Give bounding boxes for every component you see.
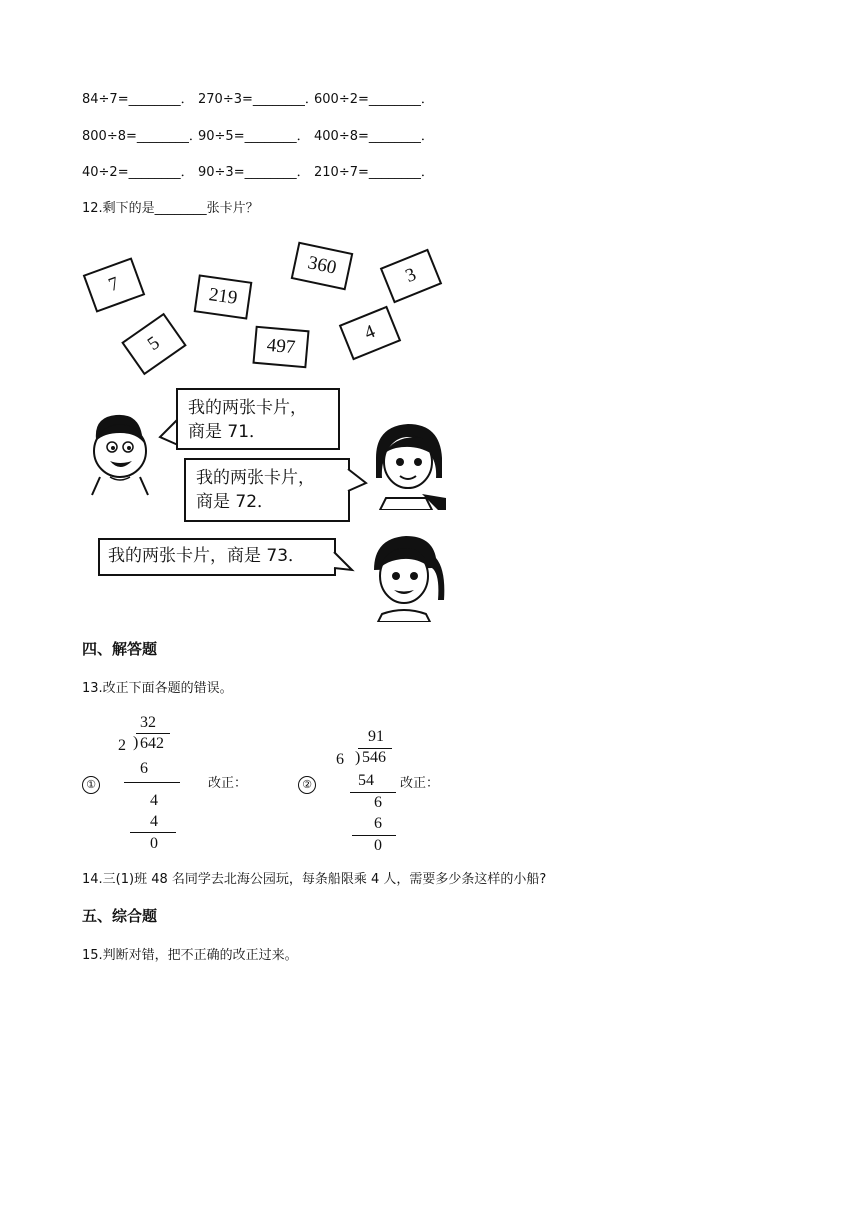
problem-2-quotient: 91	[368, 728, 384, 745]
problem-2-step-3: 6	[374, 815, 382, 832]
row-3-item-1: 40÷2=________．	[82, 165, 194, 180]
problem-2-line-2	[352, 835, 396, 836]
card-497: 497	[252, 326, 309, 369]
card-360: 360	[291, 242, 354, 291]
problem-2-bracket: )	[355, 749, 361, 766]
girl1-bubble-line-1: 我的两张卡片，	[196, 468, 315, 488]
girl1-speech-bubble	[184, 458, 350, 522]
question-14: 14.三(1)班 48 名同学去北海公园玩，每条船限乘 4 人，需要多少条这样的小船?	[82, 872, 547, 887]
problem-1-step-1: 6	[140, 760, 148, 777]
card-4: 4	[339, 306, 401, 361]
problem-2-step-1: 54	[358, 772, 374, 789]
section-4-heading: 四、解答题	[82, 640, 158, 658]
problem-2-remainder: 0	[374, 837, 382, 854]
card-7: 7	[83, 257, 146, 312]
girl2-speech-bubble: 我的两张卡片，商是 73．	[98, 538, 336, 576]
row-1-item-1: 84÷7=________．	[82, 92, 194, 107]
question-13: 13.改正下面各题的错误。	[82, 681, 233, 696]
row-3-item-3: 210÷7=________．	[314, 165, 434, 180]
boy-bubble-line-2: 商是 71．	[188, 422, 267, 442]
boy-illustration	[80, 405, 160, 497]
row-2-item-2: 90÷5=________．	[198, 129, 310, 144]
problem-1-bracket-top	[136, 733, 170, 734]
problem-1-remainder: 0	[150, 835, 158, 852]
question-15: 15.判断对错，把不正确的改正过来。	[82, 948, 298, 963]
problem-1-step-2: 4	[150, 792, 158, 809]
problem-1-line-2	[130, 832, 176, 833]
problem-1-divisor: 2	[118, 737, 126, 754]
problem-1-quotient: 32	[140, 714, 156, 731]
problem-2-line-1	[350, 792, 396, 793]
row-3-item-2: 90÷3=________．	[198, 165, 310, 180]
card-3: 3	[380, 249, 442, 304]
girl1-illustration	[366, 418, 450, 510]
problem-2-step-2: 6	[374, 794, 382, 811]
card-219: 219	[194, 274, 253, 319]
girl1-bubble-line-2: 商是 72．	[196, 492, 275, 512]
problem-2-marker: ②	[298, 776, 316, 794]
problem-1-bracket: )	[133, 734, 139, 751]
section-5-heading: 五、综合题	[82, 907, 158, 925]
row-1-item-3: 600÷2=________．	[314, 92, 434, 107]
question-12: 12.剩下的是________张卡片？	[82, 201, 259, 216]
row-2-item-3: 400÷8=________．	[314, 129, 434, 144]
girl2-illustration	[362, 530, 452, 622]
problem-1-correct-label: 改正：	[208, 776, 248, 791]
girl2-bubble-tail	[332, 548, 356, 580]
problem-2-correct-label: 改正：	[400, 776, 440, 791]
problem-2-divisor: 6	[336, 751, 344, 768]
row-1-item-2: 270÷3=________．	[198, 92, 318, 107]
card-5: 5	[121, 313, 187, 376]
problem-1-marker: ①	[82, 776, 100, 794]
problem-2-dividend: 546	[362, 749, 386, 766]
problem-1-step-3: 4	[150, 813, 158, 830]
boy-bubble-line-1: 我的两张卡片，	[188, 398, 307, 418]
boy-speech-bubble	[176, 388, 340, 450]
problem-1-dividend: 642	[140, 735, 164, 752]
row-2-item-1: 800÷8=________．	[82, 129, 202, 144]
problem-1-line-1	[124, 782, 180, 783]
